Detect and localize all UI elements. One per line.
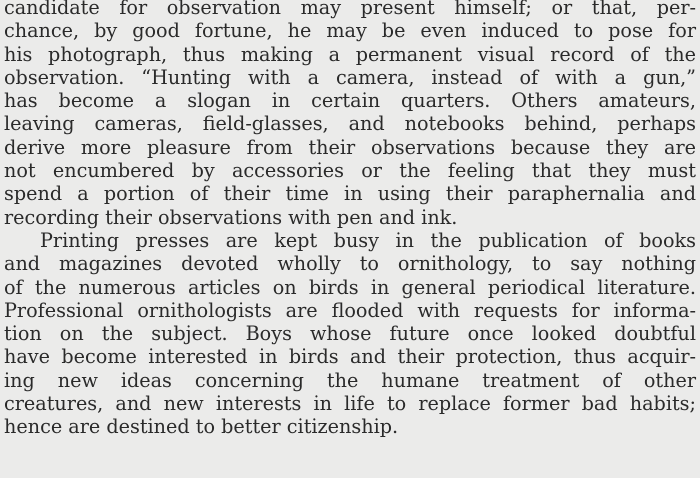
body-text <box>4 0 696 439</box>
paragraph-2 <box>4 229 696 439</box>
text-line: has become a slogan in certain quarters. Others amateurs, <box>4 89 696 113</box>
paragraph-1 <box>4 0 696 229</box>
text-line: candidate for observation may present himself; or that, per- <box>4 0 696 19</box>
text-line: have become interested in birds and their protection, thus acquir- <box>4 345 696 369</box>
text-line: chance, by good fortune, he may be even induced to pose for <box>4 19 696 43</box>
text-line: tion on the subject. Boys whose future once looked doubtful <box>4 322 696 346</box>
text-line: derive more pleasure from their observations because they are <box>4 135 696 159</box>
text-line: creatures, and new interests in life to replace former bad habits; <box>4 392 696 416</box>
text-line: of the numerous articles on birds in general periodical literature. <box>4 275 696 299</box>
text-line: not encumbered by accessories or the feeling that they must <box>4 159 696 183</box>
text-line: and magazines devoted wholly to ornithology, to say nothing <box>4 252 696 276</box>
text-line: Printing presses are kept busy in the publication of books <box>40 228 696 252</box>
text-line: spend a portion of their time in using their paraphernalia and <box>4 182 696 206</box>
text-line: hence are destined to better citizenship. <box>4 415 399 439</box>
text-line: his photograph, thus making a permanent visual record of the <box>4 42 696 66</box>
text-line: Professional ornithologists are flooded with requests for informa- <box>4 298 696 322</box>
text-line: ing new ideas concerning the humane treatment of other <box>4 368 696 392</box>
text-line: recording their observations with pen and ink. <box>4 205 458 229</box>
text-line: observation. “Hunting with a camera, instead of with a gun,” <box>4 65 696 89</box>
text-line: leaving cameras, field-glasses, and notebooks behind, perhaps <box>4 112 696 136</box>
